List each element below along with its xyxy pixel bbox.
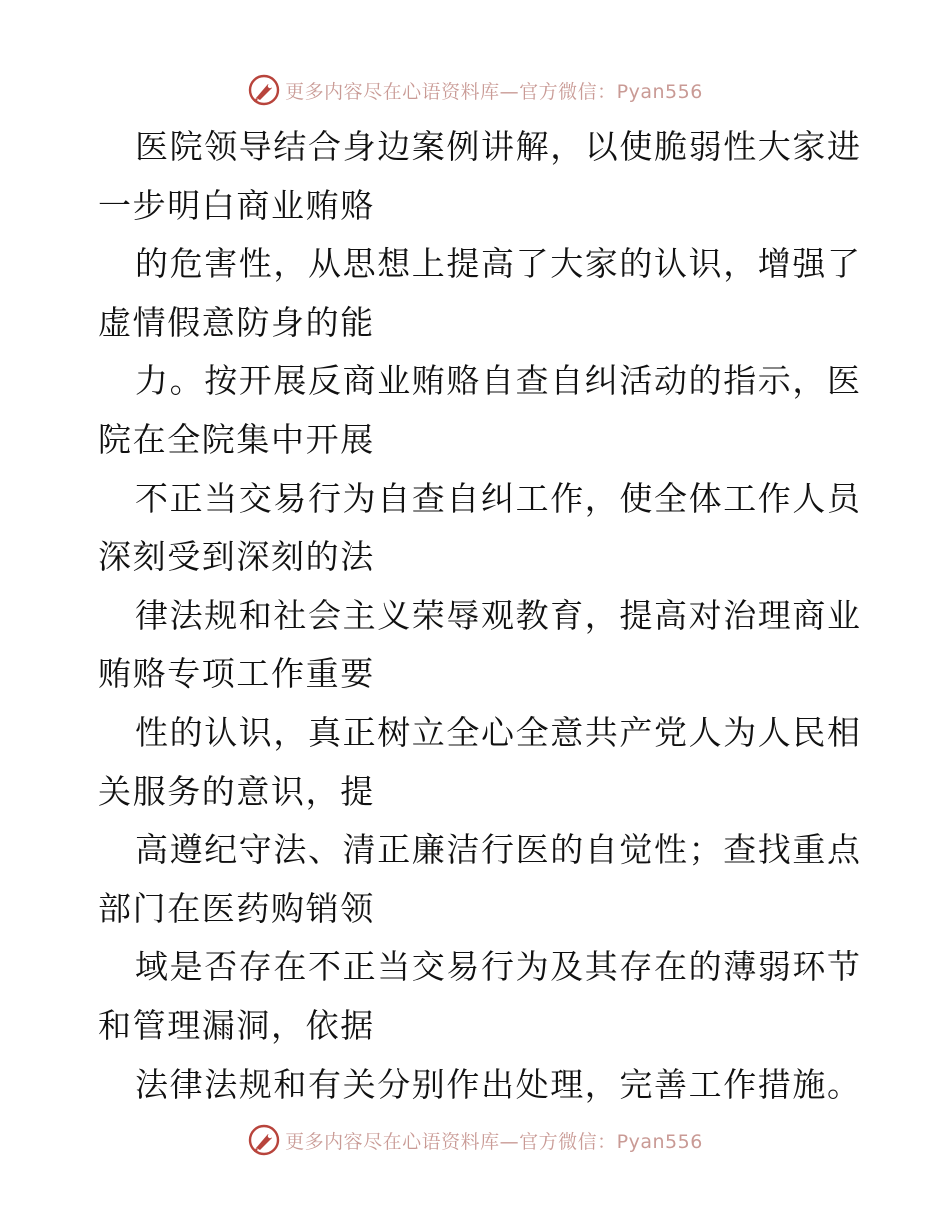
footer-banner [0,1123,950,1157]
pen-logo-icon [247,73,281,107]
text-line: 部门在医药购销领 [98,888,375,928]
text-line: 和管理漏洞，依据 [98,1005,375,1045]
header-banner [0,73,950,107]
text-line: 力。按开展反商业贿赂自查自纠活动的指示，医 [135,361,862,401]
text-line: 域是否存在不正当交易行为及其存在的薄弱环节 [135,947,862,987]
text-line: 律法规和社会主义荣辱观教育，提高对治理商业 [135,595,862,635]
text-line: 一步明白商业贿赂 [98,185,375,225]
text-line: 医院领导结合身边案例讲解，以使脆弱性大家进 [135,127,862,166]
text-line: 院在全院集中开展 [98,419,375,459]
text-line: 法律法规和有关分别作出处理，完善工作措施。 [135,1064,862,1104]
text-line: 贿赂专项工作重要 [98,654,375,694]
text-line: 不正当交易行为自查自纠工作，使全体工作人员 [135,478,862,518]
text-line: 性的认识，真正树立全心全意共产党人为人民相 [135,712,862,752]
text-line: 虚情假意防身的能 [98,302,375,342]
text-line: 高遵纪守法、清正廉洁行医的自觉性；查找重点 [135,830,862,870]
pen-logo-icon [247,1123,281,1157]
document-body [98,118,862,1114]
text-line: 深刻受到深刻的法 [98,537,375,577]
text-line: 关服务的意识，提 [98,771,375,811]
header-banner-text: 更多内容尽在心语资料库—官方微信：Pyan556 [285,80,703,103]
text-line: 的危害性，从思想上提高了大家的认识，增强了 [135,244,862,284]
footer-banner-text: 更多内容尽在心语资料库—官方微信：Pyan556 [285,1130,703,1153]
